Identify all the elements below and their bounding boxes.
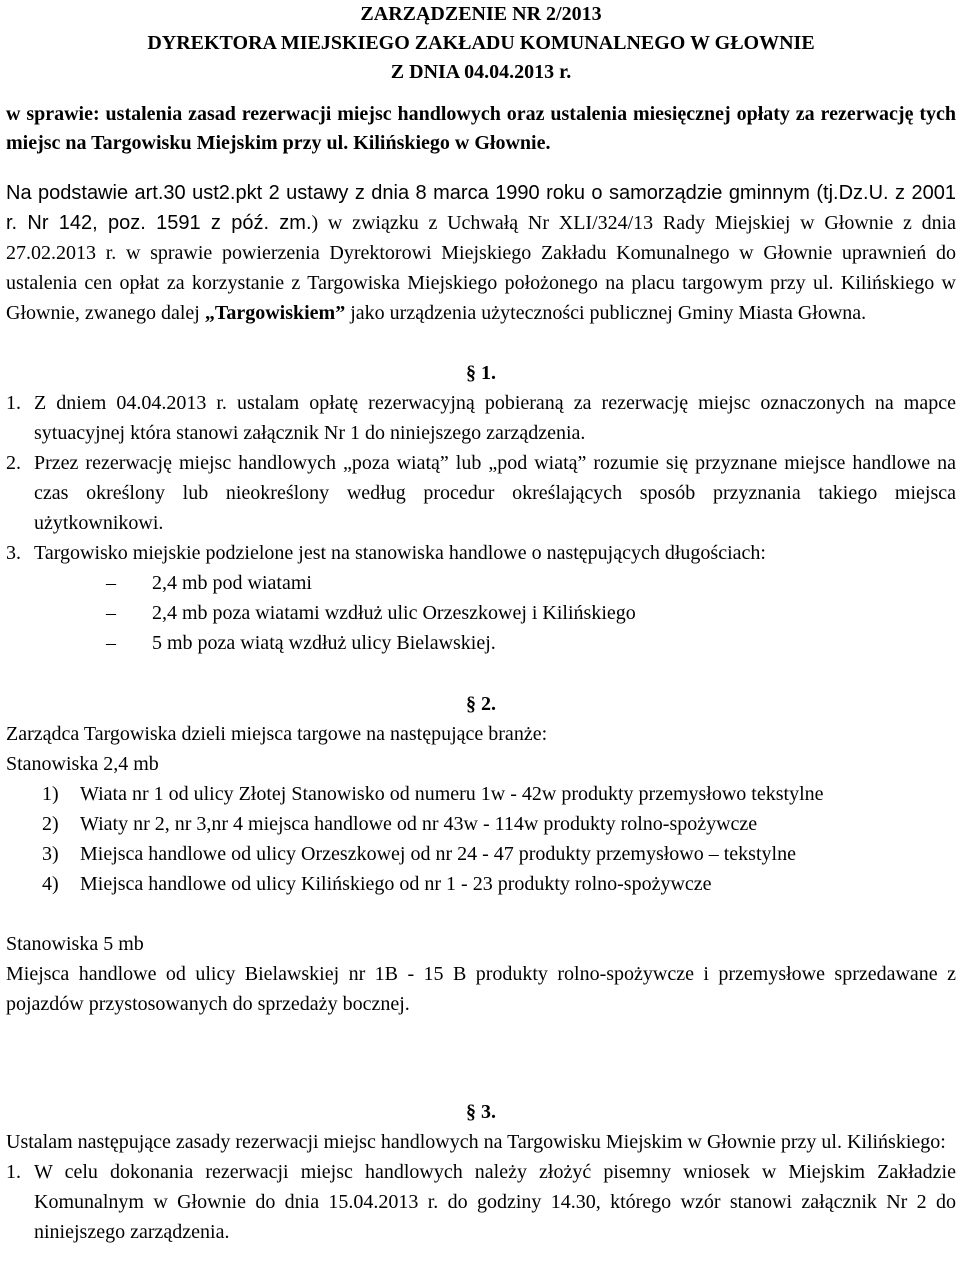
dash-list-item	[106, 628, 956, 658]
item-text: W celu dokonania rezerwacji miejsc handlowych należy złożyć pisemny wniosek w Miejskim Zakładzie Komunalnym w Głownie do dnia 15.04.2013 r. do godziny 14.30, którego wzór stanowi załącznik Nr 2 do niniejszego zarządzenia.	[34, 1161, 956, 1243]
item-number: 3.	[6, 542, 21, 564]
section-1-item	[6, 538, 956, 568]
item-number: 1.	[6, 392, 21, 414]
item-number: 2)	[42, 813, 59, 835]
section-3-title: § 3.	[466, 1101, 496, 1123]
item-number: 1)	[42, 783, 59, 805]
section-2-subheading-2: Stanowiska 5 mb	[6, 933, 144, 955]
section-2-item	[42, 809, 956, 839]
header-issuer: DYREKTORA MIEJSKIEGO ZAKŁADU KOMUNALNEGO W GŁOWNIE	[147, 32, 815, 54]
section-1-item	[6, 388, 956, 448]
dash-list-item	[106, 568, 956, 598]
preamble-defined-term: „Targowiskiem”	[204, 302, 346, 324]
item-text: Miejsca handlowe od ulicy Kilińskiego od nr 1 - 23 produkty rolno-spożywcze	[80, 873, 712, 895]
dash-list-item	[106, 598, 956, 628]
item-text: Miejsca handlowe od ulicy Orzeszkowej od nr 24 - 47 produkty przemysłowo – tekstylne	[80, 843, 796, 865]
item-number: 3)	[42, 843, 59, 865]
header-date: Z DNIA 04.04.2013 r.	[390, 61, 572, 83]
section-2-title: § 2.	[466, 693, 496, 715]
section-3-item	[6, 1157, 956, 1247]
section-3-list	[6, 1157, 956, 1247]
section-2-intro: Zarządca Targowiska dzieli miejsca targowe na następujące branże:	[6, 723, 548, 745]
dash-text: 2,4 mb pod wiatami	[152, 572, 312, 594]
section-3-intro: Ustalam następujące zasady rezerwacji miejsc handlowych na Targowisku Miejskim w Głownie przy ul. Kilińskiego:	[6, 1131, 946, 1153]
document-header	[6, 0, 956, 87]
section-2-item	[42, 839, 956, 869]
item-number: 2.	[6, 452, 21, 474]
preamble-body: ) w związku z Uchwałą Nr XLI/324/13 Rady Miejskiej w Głownie z dnia 27.02.2013 r. w sprawie powierzenia Dyrektorowi Miejskiego Zakładu Komunalnego w Głownie uprawnień do ustalenia cen opłat za korzystanie z Targowiska Miejskiego położonego na placu targowym przy ul. Kilińskiego w Głownie, zwanego dalej	[6, 212, 957, 324]
item-text: Targowisko miejskie podzielone jest na stanowiska handlowe o następujących długościach:	[34, 542, 766, 564]
item-text: Wiaty nr 2, nr 3,nr 4 miejsca handlowe od nr 43w - 114w produkty rolno-spożywcze	[80, 813, 758, 835]
preamble-tail: jako urządzenia użyteczności publicznej Gminy Miasta Głowna.	[345, 302, 867, 324]
dash-bullet: –	[106, 632, 116, 654]
dash-bullet: –	[106, 602, 116, 624]
item-text: Wiata nr 1 od ulicy Złotej Stanowisko od numeru 1w - 42w produkty przemysłowo tekstylne	[80, 783, 824, 805]
preamble	[6, 178, 956, 328]
document-subject: w sprawie: ustalenia zasad rezerwacji miejsc handlowych oraz ustalenia miesięcznej opłaty za rezerwację tych miejsc na Targowisku Miejskim przy ul. Kilińskiego w Głownie.	[6, 103, 956, 154]
section-2-item	[42, 779, 956, 809]
item-text: Przez rezerwację miejsc handlowych „poza wiatą” lub „pod wiatą” rozumie się przyznane miejsce handlowe na czas określony lub nieokreślony według procedur określających sposób przyznania takiego miejsca użytkownikowi.	[34, 452, 956, 534]
dash-bullet: –	[106, 572, 116, 594]
dash-text: 5 mb poza wiatą wzdłuż ulicy Bielawskiej.	[152, 632, 496, 654]
item-text: Z dniem 04.04.2013 r. ustalam opłatę rezerwacyjną pobieraną za rezerwację miejsc oznaczonych na mapce sytuacyjnej która stanowi załącznik Nr 1 do niniejszego zarządzenia.	[34, 392, 956, 444]
section-1-list	[6, 388, 956, 658]
section-2-item	[42, 869, 956, 899]
preamble-legal-basis: Na podstawie art.30 ust2.pkt 2 ustawy z dnia 8 marca 1990 roku o samorządzie gminnym (tj.Dz.U. z 2001 r. Nr 142, poz. 1591 z póź. zm.	[6, 182, 956, 234]
dash-text: 2,4 mb poza wiatami wzdłuż ulic Orzeszkowej i Kilińskiego	[152, 602, 636, 624]
section-1-title: § 1.	[466, 362, 496, 384]
section-2-list	[6, 779, 956, 899]
item-number: 1.	[6, 1161, 21, 1183]
header-title: ZARZĄDZENIE NR 2/2013	[360, 3, 602, 25]
section-2-subheading-1: Stanowiska 2,4 mb	[6, 753, 159, 775]
section-2-text: Miejsca handlowe od ulicy Bielawskiej nr 1B - 15 B produkty rolno-spożywcze i przemysłowe sprzedawane z pojazdów przystosowanych do sprzedaży bocznej.	[6, 963, 956, 1015]
section-1-item	[6, 448, 956, 538]
item-number: 4)	[42, 873, 59, 895]
